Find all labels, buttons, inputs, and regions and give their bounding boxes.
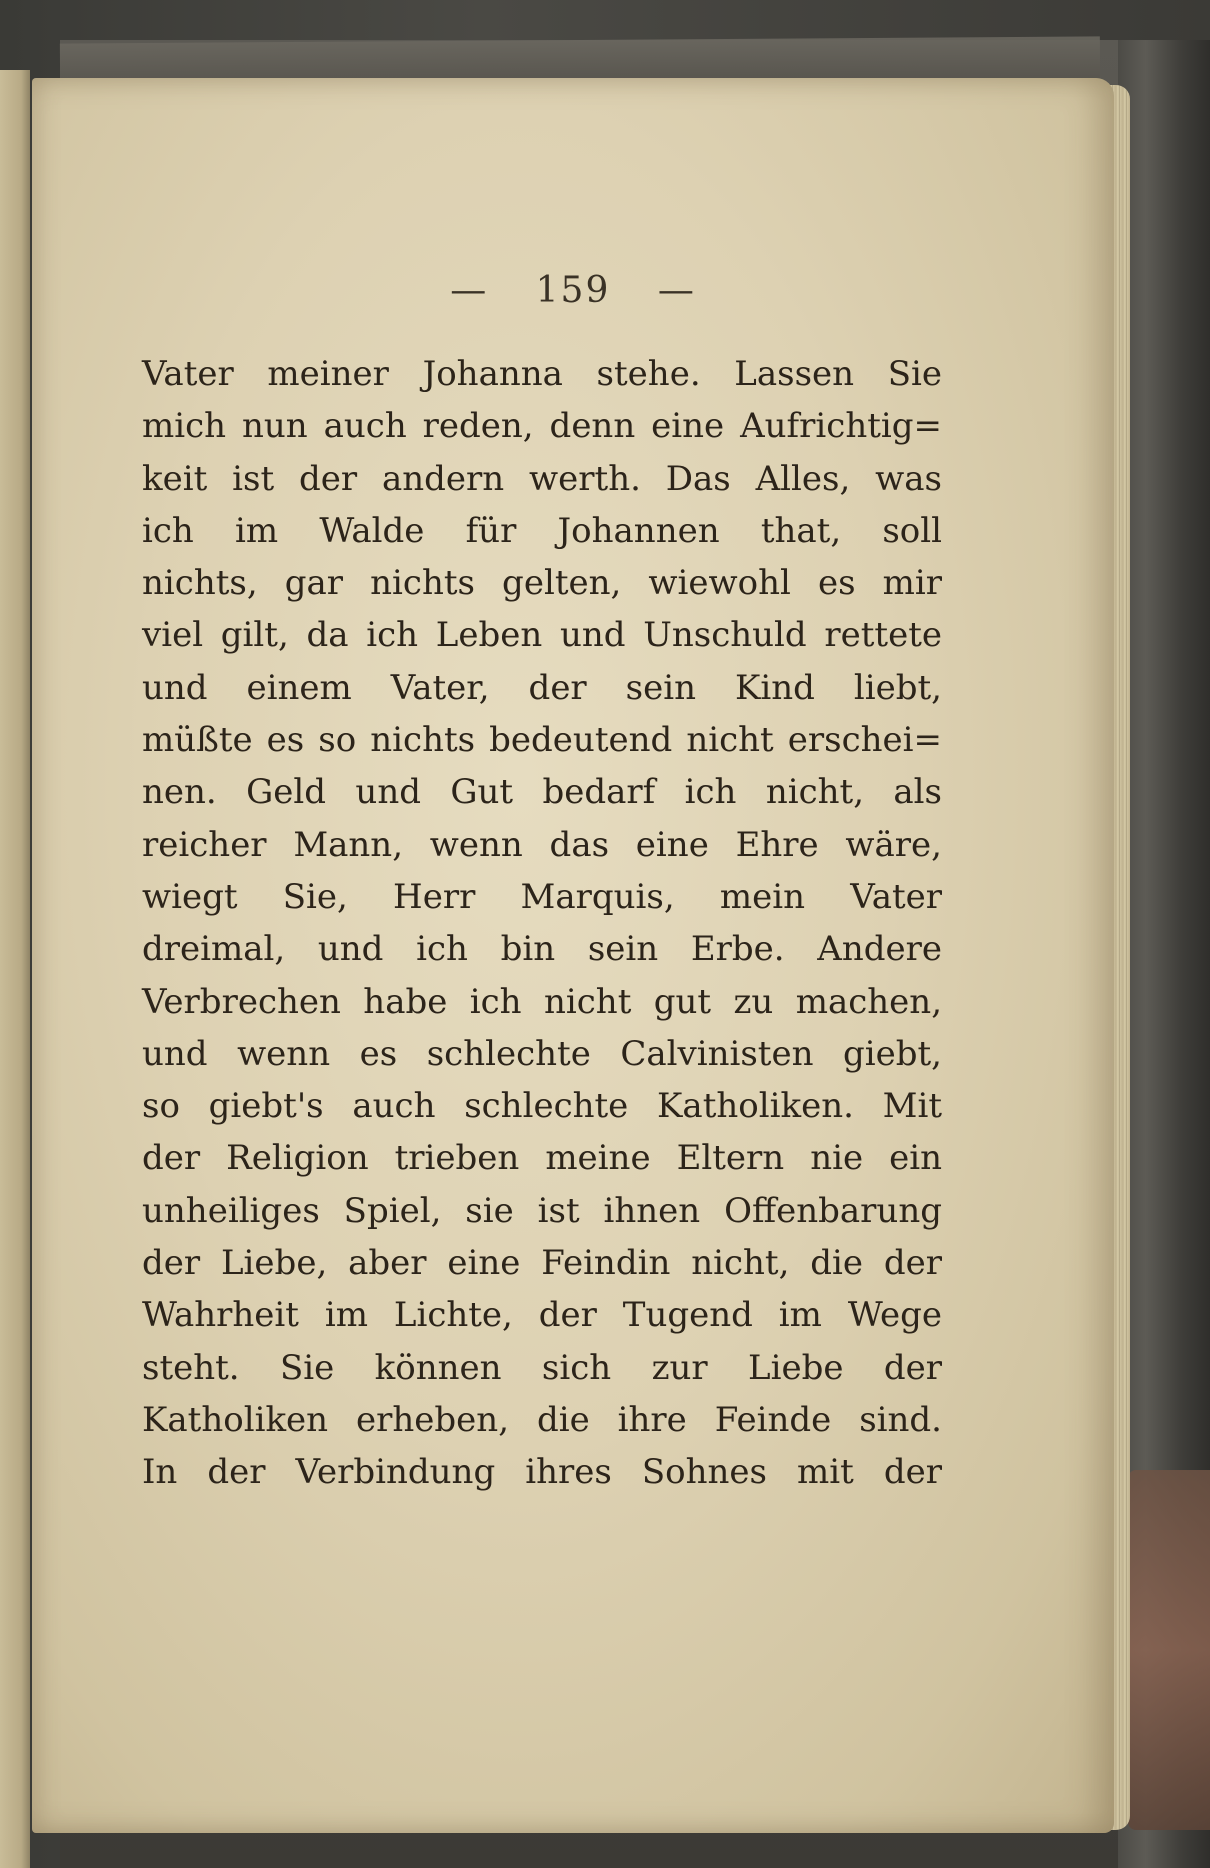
text-line: ich im Walde für Johannen that, soll: [142, 510, 942, 551]
header-dash-right: —: [657, 270, 696, 311]
text-line: der Religion trieben meine Eltern nie ein: [142, 1138, 942, 1179]
text-line: und wenn es schlechte Calvinisten giebt,: [142, 1033, 942, 1074]
text-line: reicher Mann, wenn das eine Ehre wäre,: [142, 824, 942, 865]
text-line: steht. Sie können sich zur Liebe der: [142, 1347, 942, 1388]
text-line: wiegt Sie, Herr Marquis, mein Vater: [142, 876, 942, 917]
text-line: müßte es so nichts bedeutend nicht erschei=: [142, 720, 942, 761]
text-line: dreimal, und ich bin sein Erbe. Andere: [142, 929, 942, 970]
header-dash-left: —: [450, 270, 489, 311]
text-line: Wahrheit im Lichte, der Tugend im Wege: [142, 1295, 942, 1336]
text-line: In der Verbindung ihres Sohnes mit der: [142, 1452, 942, 1493]
text-line: Verbrechen habe ich nicht gut zu machen,: [142, 981, 942, 1022]
text-line: viel gilt, da ich Leben und Unschuld rettete: [142, 615, 942, 656]
text-line: Katholiken erheben, die ihre Feinde sind.: [142, 1399, 942, 1440]
text-line: nen. Geld und Gut bedarf ich nicht, als: [142, 772, 942, 813]
leather-corner: [1128, 1470, 1210, 1830]
text-line: mich nun auch reden, denn eine Aufrichtig=: [142, 406, 942, 447]
text-line: nichts, gar nichts gelten, wiewohl es mir: [142, 563, 942, 604]
page-number: 159: [535, 270, 611, 311]
text-line: so giebt's auch schlechte Katholiken. Mit: [142, 1086, 942, 1127]
page-body: [142, 348, 942, 1499]
text-line: Vater meiner Johanna stehe. Lassen Sie: [142, 354, 942, 394]
text-line: der Liebe, aber eine Feindin nicht, die der: [142, 1243, 942, 1284]
text-line: und einem Vater, der sein Kind liebt,: [142, 667, 942, 708]
text-line: unheiliges Spiel, sie ist ihnen Offenbarung: [142, 1190, 942, 1231]
page-header: [32, 270, 1114, 311]
book-page: [32, 78, 1114, 1833]
facing-page-edge: [0, 70, 30, 1868]
text-line: keit ist der andern werth. Das Alles, was: [142, 458, 942, 499]
